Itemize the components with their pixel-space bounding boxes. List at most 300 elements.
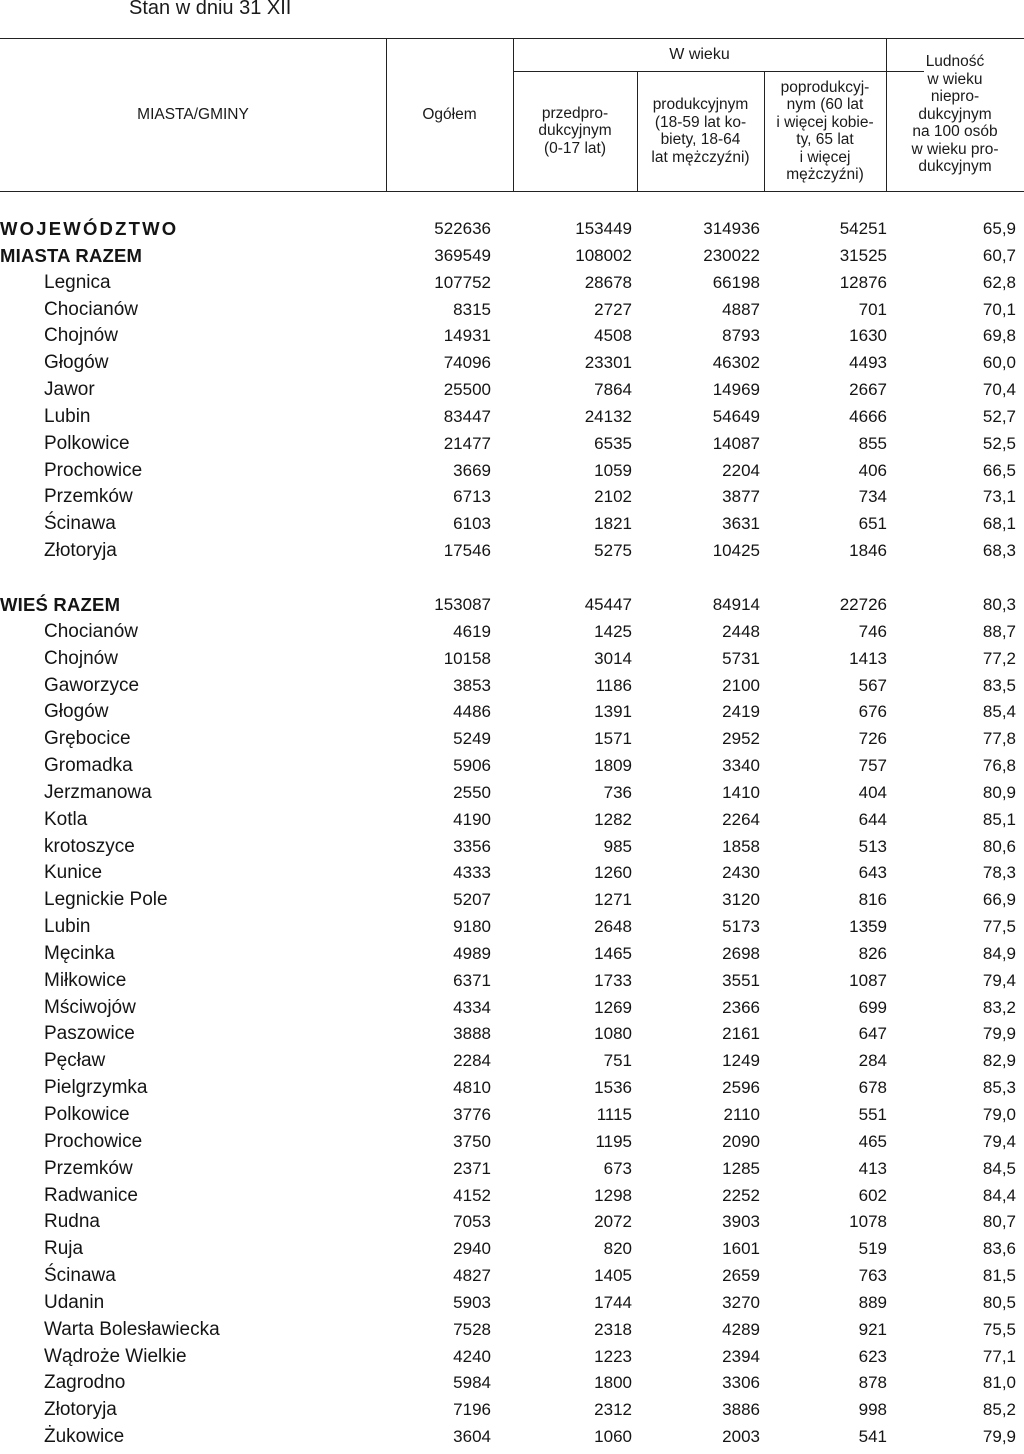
cell-poprodukcyjny: 519 — [858, 1239, 887, 1259]
cell-poprodukcyjny: 1846 — [849, 541, 887, 561]
cell-ogolem: 4152 — [453, 1185, 491, 1205]
cell-ratio: 79,4 — [982, 1131, 1016, 1151]
cell-przedprodukcyjny: 4508 — [594, 326, 632, 346]
cell-poprodukcyjny: 404 — [858, 782, 887, 802]
row-name: Głogów — [44, 701, 109, 723]
cell-produkcyjny: 2161 — [722, 1024, 760, 1044]
table-row — [0, 242, 1024, 269]
table-row — [0, 403, 1024, 430]
cell-produkcyjny: 230022 — [703, 245, 760, 265]
cell-poprodukcyjny: 623 — [858, 1346, 887, 1366]
cell-ratio: 79,9 — [982, 1024, 1016, 1044]
cell-poprodukcyjny: 701 — [858, 299, 887, 319]
cell-produkcyjny: 2659 — [722, 1266, 760, 1286]
table-row — [0, 725, 1024, 752]
cell-przedprodukcyjny: 3014 — [594, 648, 632, 668]
row-name: Przemków — [44, 1157, 133, 1179]
cell-ratio: 85,4 — [982, 702, 1016, 722]
row-name: WIEŚ RAZEM — [0, 593, 121, 615]
table-row — [0, 1128, 1024, 1155]
cell-produkcyjny: 2366 — [722, 997, 760, 1017]
header-produkcyjnym: produkcyjnym (18-59 lat ko- biety, 18-64 lat mężczyźni) — [651, 96, 750, 166]
header-przedprodukcyjnym: przedpro- dukcyjnym (0-17 lat) — [538, 104, 612, 157]
cell-przedprodukcyjny: 1060 — [594, 1427, 632, 1447]
cell-ratio: 68,3 — [982, 541, 1016, 561]
row-name: Gromadka — [44, 755, 133, 777]
table-row — [0, 752, 1024, 779]
cell-ratio: 80,7 — [982, 1212, 1016, 1232]
row-name: Lubin — [44, 916, 91, 938]
cell-przedprodukcyjny: 45447 — [584, 594, 632, 614]
cell-poprodukcyjny: 816 — [858, 890, 887, 910]
cell-produkcyjny: 1249 — [722, 1051, 760, 1071]
cell-ogolem: 5249 — [453, 729, 491, 749]
cell-ratio: 77,8 — [982, 729, 1016, 749]
cell-ogolem: 14931 — [443, 326, 491, 346]
table-row — [0, 510, 1024, 537]
cell-ratio: 84,5 — [982, 1158, 1016, 1178]
cell-przedprodukcyjny: 24132 — [584, 406, 632, 426]
cell-ratio: 52,7 — [982, 406, 1016, 426]
cell-ratio: 73,1 — [982, 487, 1016, 507]
cell-ogolem: 3356 — [453, 836, 491, 856]
cell-przedprodukcyjny: 1536 — [594, 1078, 632, 1098]
table-row — [0, 645, 1024, 672]
cell-poprodukcyjny: 4666 — [849, 406, 887, 426]
row-name: Grębocice — [44, 728, 131, 750]
cell-produkcyjny: 1410 — [722, 782, 760, 802]
table-row — [0, 994, 1024, 1021]
cell-produkcyjny: 4887 — [722, 299, 760, 319]
cell-przedprodukcyjny: 5275 — [594, 541, 632, 561]
cell-poprodukcyjny: 1630 — [849, 326, 887, 346]
cell-produkcyjny: 3306 — [722, 1373, 760, 1393]
table-row — [0, 322, 1024, 349]
cell-ratio: 80,3 — [982, 594, 1016, 614]
cell-poprodukcyjny: 1413 — [849, 648, 887, 668]
cell-produkcyjny: 2100 — [722, 675, 760, 695]
cell-poprodukcyjny: 878 — [858, 1373, 887, 1393]
table-row — [0, 698, 1024, 725]
row-name: Żukowice — [44, 1426, 125, 1448]
cell-poprodukcyjny: 12876 — [839, 272, 887, 292]
cell-produkcyjny: 5173 — [722, 917, 760, 937]
cell-ogolem: 10158 — [443, 648, 491, 668]
row-name: Lubin — [44, 405, 91, 427]
cell-poprodukcyjny: 726 — [858, 729, 887, 749]
cell-produkcyjny: 3631 — [722, 514, 760, 534]
row-name: Wądroże Wielkie — [44, 1345, 187, 1367]
row-name: Polkowice — [44, 1104, 130, 1125]
table-caption: Stan w dniu 31 XII — [129, 0, 292, 19]
cell-ratio: 68,1 — [982, 514, 1016, 534]
cell-ogolem: 8315 — [453, 299, 491, 319]
header-miasta-gminy: MIASTA/GMINY — [137, 105, 249, 123]
cell-przedprodukcyjny: 1195 — [595, 1131, 632, 1151]
cell-ratio: 79,4 — [982, 970, 1016, 990]
cell-produkcyjny: 2090 — [722, 1131, 760, 1151]
row-name: Złotoryja — [44, 540, 117, 562]
cell-ogolem: 5903 — [453, 1292, 491, 1312]
cell-poprodukcyjny: 676 — [858, 702, 887, 722]
cell-ratio: 66,9 — [982, 890, 1016, 910]
row-name: Legnica — [44, 271, 111, 293]
cell-przedprodukcyjny: 1821 — [594, 514, 632, 534]
cell-poprodukcyjny: 2667 — [849, 380, 887, 400]
table-row — [0, 859, 1024, 886]
cell-poprodukcyjny: 54251 — [839, 219, 887, 238]
row-name: Polkowice — [44, 432, 130, 454]
cell-ogolem: 5984 — [453, 1373, 491, 1393]
cell-produkcyjny: 5731 — [722, 648, 760, 668]
row-name: Prochowice — [44, 459, 143, 481]
row-name: Prochowice — [44, 1130, 143, 1152]
cell-przedprodukcyjny: 1298 — [594, 1185, 632, 1205]
row-name: Legnickie Pole — [44, 889, 168, 911]
cell-ratio: 82,9 — [982, 1051, 1016, 1071]
cell-poprodukcyjny: 22726 — [839, 594, 887, 614]
row-name: Zagrodno — [44, 1372, 126, 1394]
cell-ratio: 69,8 — [982, 326, 1016, 346]
cell-ogolem: 74096 — [443, 353, 491, 373]
cell-ratio: 62,8 — [982, 272, 1016, 292]
cell-przedprodukcyjny: 28678 — [584, 272, 632, 292]
cell-ogolem: 21477 — [443, 433, 491, 453]
cell-ogolem: 4190 — [453, 809, 491, 829]
row-name: Mściwojów — [44, 996, 136, 1018]
cell-ratio: 60,0 — [982, 353, 1016, 373]
table-row — [0, 483, 1024, 510]
cell-ogolem: 4334 — [453, 997, 491, 1017]
row-name: Gaworzyce — [44, 674, 140, 696]
cell-poprodukcyjny: 1359 — [849, 917, 887, 937]
cell-ratio: 79,9 — [982, 1427, 1016, 1447]
row-name: Męcinka — [44, 942, 115, 964]
row-name: Ruja — [44, 1238, 84, 1260]
table-row — [0, 1101, 1024, 1128]
cell-przedprodukcyjny: 736 — [603, 782, 632, 802]
cell-poprodukcyjny: 567 — [858, 675, 887, 695]
cell-przedprodukcyjny: 1733 — [594, 970, 632, 990]
cell-przedprodukcyjny: 1391 — [594, 702, 632, 722]
cell-produkcyjny: 3551 — [722, 970, 760, 990]
cell-poprodukcyjny: 1078 — [849, 1212, 887, 1232]
cell-ogolem: 4810 — [453, 1078, 491, 1098]
cell-produkcyjny: 2430 — [722, 863, 760, 883]
cell-ratio: 80,5 — [982, 1292, 1016, 1312]
cell-przedprodukcyjny: 1059 — [594, 460, 632, 480]
table-row — [0, 1369, 1024, 1396]
cell-poprodukcyjny: 757 — [858, 756, 887, 776]
table-row — [0, 376, 1024, 403]
header-w-wieku: W wieku — [669, 45, 730, 63]
cell-poprodukcyjny: 826 — [858, 943, 887, 963]
header-ogolem: Ogółem — [422, 105, 477, 123]
cell-ratio: 80,6 — [982, 836, 1016, 856]
cell-produkcyjny: 3120 — [722, 890, 760, 910]
cell-poprodukcyjny: 602 — [858, 1185, 887, 1205]
cell-ogolem: 3776 — [453, 1105, 491, 1124]
cell-ogolem: 3750 — [453, 1131, 491, 1151]
cell-ogolem: 7528 — [453, 1319, 491, 1339]
cell-przedprodukcyjny: 2318 — [594, 1319, 632, 1339]
cell-produkcyjny: 2419 — [722, 702, 760, 722]
cell-ratio: 79,0 — [982, 1105, 1016, 1124]
cell-poprodukcyjny: 921 — [858, 1319, 887, 1339]
cell-ogolem: 4989 — [453, 943, 491, 963]
cell-ratio: 76,8 — [982, 756, 1016, 776]
table-row — [0, 1289, 1024, 1316]
cell-przedprodukcyjny: 1271 — [594, 890, 632, 910]
cell-produkcyjny: 54649 — [712, 406, 760, 426]
row-name: Złotoryja — [44, 1399, 117, 1421]
cell-produkcyjny: 1601 — [722, 1239, 760, 1259]
header-poprodukcyjnym: poprodukcyj- nym (60 lat i więcej kobie- ty, 65 lat i więcej mężczyźni) — [776, 78, 874, 183]
row-name: Kotla — [44, 808, 88, 830]
cell-ogolem: 3604 — [453, 1427, 491, 1447]
table-row — [0, 886, 1024, 913]
table-row — [0, 269, 1024, 296]
row-name: Chocianów — [44, 298, 138, 320]
cell-produkcyjny: 3877 — [722, 487, 760, 507]
row-name: WOJEWÓDZTWO — [0, 218, 179, 239]
table-row — [0, 1182, 1024, 1209]
cell-ogolem: 7196 — [453, 1400, 491, 1420]
cell-produkcyjny: 84914 — [712, 594, 760, 614]
cell-ratio: 84,9 — [982, 943, 1016, 963]
cell-poprodukcyjny: 678 — [858, 1078, 887, 1098]
cell-poprodukcyjny: 4493 — [849, 353, 887, 373]
cell-przedprodukcyjny: 1405 — [594, 1266, 632, 1286]
cell-ogolem: 83447 — [443, 406, 491, 426]
cell-ratio: 66,5 — [982, 460, 1016, 480]
table-body — [0, 215, 1024, 1450]
cell-poprodukcyjny: 551 — [858, 1105, 887, 1124]
cell-ratio: 85,2 — [982, 1400, 1016, 1420]
cell-przedprodukcyjny: 1223 — [594, 1346, 632, 1366]
cell-ratio: 83,5 — [982, 675, 1016, 695]
cell-poprodukcyjny: 855 — [858, 433, 887, 453]
cell-ogolem: 6371 — [453, 970, 491, 990]
cell-produkcyjny: 2698 — [722, 943, 760, 963]
cell-ratio: 77,2 — [982, 648, 1016, 668]
cell-poprodukcyjny: 643 — [858, 863, 887, 883]
cell-ogolem: 4240 — [453, 1346, 491, 1366]
cell-ratio: 70,4 — [982, 380, 1016, 400]
row-name: Ścinawa — [44, 1265, 116, 1287]
cell-ogolem: 4827 — [453, 1266, 491, 1286]
cell-przedprodukcyjny: 108002 — [575, 245, 632, 265]
cell-przedprodukcyjny: 1080 — [594, 1024, 632, 1044]
cell-produkcyjny: 2204 — [722, 460, 760, 480]
cell-przedprodukcyjny: 1571 — [594, 729, 632, 749]
row-name: Chojnów — [44, 647, 118, 669]
table-row — [0, 1343, 1024, 1370]
cell-ogolem: 522636 — [434, 219, 491, 238]
cell-przedprodukcyjny: 985 — [603, 836, 632, 856]
cell-przedprodukcyjny: 820 — [603, 1239, 632, 1259]
cell-ogolem: 2940 — [453, 1239, 491, 1259]
cell-poprodukcyjny: 998 — [858, 1400, 887, 1420]
cell-produkcyjny: 2596 — [722, 1078, 760, 1098]
cell-poprodukcyjny: 465 — [858, 1131, 887, 1151]
cell-przedprodukcyjny: 2102 — [594, 487, 632, 507]
cell-produkcyjny: 1858 — [722, 836, 760, 856]
table-row — [0, 1396, 1024, 1423]
table-row — [0, 349, 1024, 376]
cell-ogolem: 5207 — [453, 890, 491, 910]
cell-produkcyjny: 46302 — [712, 353, 760, 373]
cell-poprodukcyjny: 541 — [858, 1427, 887, 1447]
cell-ogolem: 9180 — [453, 917, 491, 937]
cell-ogolem: 6103 — [453, 514, 491, 534]
row-name: MIASTA RAZEM — [0, 244, 143, 266]
cell-produkcyjny: 2952 — [722, 729, 760, 749]
table-row — [0, 215, 1024, 242]
cell-przedprodukcyjny: 751 — [603, 1051, 632, 1071]
row-name: Rudna — [44, 1211, 100, 1233]
cell-ogolem: 107752 — [434, 272, 491, 292]
cell-poprodukcyjny: 31525 — [839, 245, 887, 265]
cell-poprodukcyjny: 647 — [858, 1024, 887, 1044]
table-row — [0, 537, 1024, 564]
row-name: Chojnów — [44, 325, 118, 347]
cell-produkcyjny: 3886 — [722, 1400, 760, 1420]
cell-produkcyjny: 3270 — [722, 1292, 760, 1312]
table-row — [0, 457, 1024, 484]
cell-ogolem: 6713 — [453, 487, 491, 507]
cell-ratio: 81,0 — [982, 1373, 1016, 1393]
table-row — [0, 1074, 1024, 1101]
row-name: Jerzmanowa — [44, 781, 152, 803]
row-name: Ścinawa — [44, 513, 116, 535]
cell-przedprodukcyjny: 6535 — [594, 433, 632, 453]
cell-poprodukcyjny: 406 — [858, 460, 887, 480]
table-row — [0, 833, 1024, 860]
row-name: Udanin — [44, 1291, 105, 1313]
cell-przedprodukcyjny: 2648 — [594, 917, 632, 937]
cell-ratio: 77,1 — [982, 1346, 1016, 1366]
cell-przedprodukcyjny: 2072 — [594, 1212, 632, 1232]
cell-ratio: 81,5 — [982, 1266, 1016, 1286]
cell-produkcyjny: 2110 — [723, 1105, 760, 1124]
cell-ogolem: 4333 — [453, 863, 491, 883]
cell-ogolem: 4486 — [453, 702, 491, 722]
cell-poprodukcyjny: 413 — [858, 1158, 887, 1178]
cell-przedprodukcyjny: 1465 — [594, 943, 632, 963]
cell-przedprodukcyjny: 1282 — [594, 809, 632, 829]
cell-przedprodukcyjny: 23301 — [584, 353, 632, 373]
table-row — [0, 1208, 1024, 1235]
cell-ratio: 85,1 — [982, 809, 1016, 829]
row-name: Paszowice — [44, 1023, 135, 1045]
row-name: Kunice — [44, 862, 103, 884]
cell-ogolem: 3853 — [453, 675, 491, 695]
cell-produkcyjny: 2003 — [722, 1427, 760, 1447]
cell-poprodukcyjny: 651 — [858, 514, 887, 534]
table-row — [0, 779, 1024, 806]
cell-ogolem: 17546 — [443, 541, 491, 561]
cell-ogolem: 2371 — [453, 1158, 491, 1178]
table-row — [0, 940, 1024, 967]
cell-przedprodukcyjny: 673 — [603, 1158, 632, 1178]
cell-produkcyjny: 2394 — [722, 1346, 760, 1366]
table-row — [0, 1047, 1024, 1074]
cell-przedprodukcyjny: 1800 — [594, 1373, 632, 1393]
cell-poprodukcyjny: 734 — [858, 487, 887, 507]
cell-poprodukcyjny: 513 — [858, 836, 887, 856]
cell-przedprodukcyjny: 1186 — [595, 675, 632, 695]
cell-ratio: 60,7 — [982, 245, 1016, 265]
table-row — [0, 672, 1024, 699]
cell-produkcyjny: 2264 — [722, 809, 760, 829]
cell-poprodukcyjny: 763 — [858, 1266, 887, 1286]
cell-produkcyjny: 3903 — [722, 1212, 760, 1232]
cell-przedprodukcyjny: 1115 — [596, 1105, 632, 1124]
cell-produkcyjny: 14969 — [712, 380, 760, 400]
row-name: Miłkowice — [44, 969, 127, 991]
cell-ogolem: 7053 — [453, 1212, 491, 1232]
cell-poprodukcyjny: 1087 — [849, 970, 887, 990]
cell-ogolem: 25500 — [443, 380, 491, 400]
cell-ogolem: 5906 — [453, 756, 491, 776]
cell-ogolem: 153087 — [434, 594, 491, 614]
cell-ogolem: 2550 — [453, 782, 491, 802]
table-row — [0, 1020, 1024, 1047]
cell-przedprodukcyjny: 1809 — [594, 756, 632, 776]
cell-ratio: 83,2 — [982, 997, 1016, 1017]
row-name: Przemków — [44, 486, 133, 508]
cell-przedprodukcyjny: 2727 — [594, 299, 632, 319]
row-name: Chocianów — [44, 620, 138, 642]
table-row — [0, 806, 1024, 833]
cell-produkcyjny: 10425 — [712, 541, 760, 561]
cell-poprodukcyjny: 889 — [858, 1292, 887, 1312]
cell-ogolem: 2284 — [453, 1051, 491, 1071]
cell-ratio: 52,5 — [982, 433, 1016, 453]
cell-przedprodukcyjny: 153449 — [575, 219, 632, 238]
cell-produkcyjny: 2448 — [722, 621, 760, 641]
cell-produkcyjny: 66198 — [712, 272, 760, 292]
cell-przedprodukcyjny: 7864 — [594, 380, 632, 400]
cell-przedprodukcyjny: 1425 — [594, 621, 632, 641]
row-name: Radwanice — [44, 1184, 138, 1206]
cell-ratio: 65,9 — [982, 219, 1016, 238]
cell-ratio: 78,3 — [982, 863, 1016, 883]
cell-przedprodukcyjny: 2312 — [594, 1400, 632, 1420]
row-name: Jawor — [44, 379, 95, 401]
row-name: Pęcław — [44, 1050, 106, 1072]
cell-poprodukcyjny: 284 — [858, 1051, 887, 1071]
cell-ratio: 80,9 — [982, 782, 1016, 802]
cell-przedprodukcyjny: 1269 — [594, 997, 632, 1017]
cell-ratio: 77,5 — [982, 917, 1016, 937]
cell-ratio: 88,7 — [982, 621, 1016, 641]
cell-ogolem: 3669 — [453, 460, 491, 480]
cell-ratio: 85,3 — [982, 1078, 1016, 1098]
table-row — [0, 913, 1024, 940]
table-row — [0, 591, 1024, 618]
table-row — [0, 1235, 1024, 1262]
cell-produkcyjny: 1285 — [722, 1158, 760, 1178]
cell-przedprodukcyjny: 1260 — [594, 863, 632, 883]
table-row — [0, 1262, 1024, 1289]
cell-przedprodukcyjny: 1744 — [594, 1292, 632, 1312]
cell-produkcyjny: 2252 — [722, 1185, 760, 1205]
cell-ogolem: 4619 — [453, 621, 491, 641]
cell-produkcyjny: 3340 — [722, 756, 760, 776]
table-row — [0, 1316, 1024, 1343]
